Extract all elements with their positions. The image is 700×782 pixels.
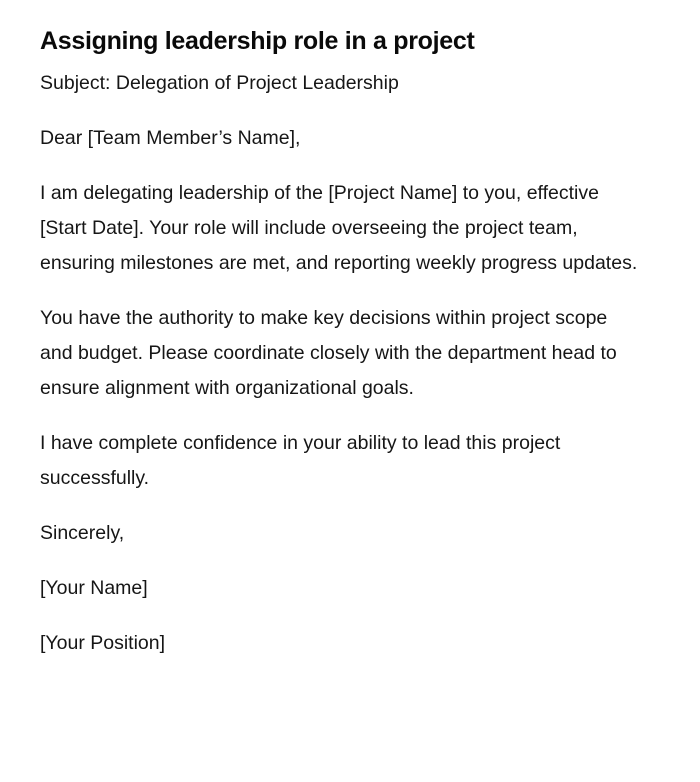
body-paragraph-authority: You have the authority to make key decisions within project scope and budget. Please coordinate closely with the department head to ensure alignment with organizational goals.: [40, 307, 617, 399]
document-title: Assigning leadership role in a project: [40, 27, 475, 55]
signature-position: [Your Position]: [40, 632, 166, 654]
subject-line: Subject: Delegation of Project Leadership: [40, 72, 399, 94]
body-paragraph-confidence: I have complete confidence in your ability to lead this project successfully.: [40, 432, 561, 489]
body-paragraph-delegation: I am delegating leadership of the [Project Name] to you, effective [Start Date]. Your role will include overseeing the project team, ensuring milestones are met, and reporting weekly progress updates.: [40, 182, 638, 274]
signature-name: [Your Name]: [40, 577, 148, 599]
closing: Sincerely,: [40, 522, 125, 544]
salutation: Dear [Team Member’s Name],: [40, 127, 301, 149]
letter-document: [40, 24, 640, 681]
